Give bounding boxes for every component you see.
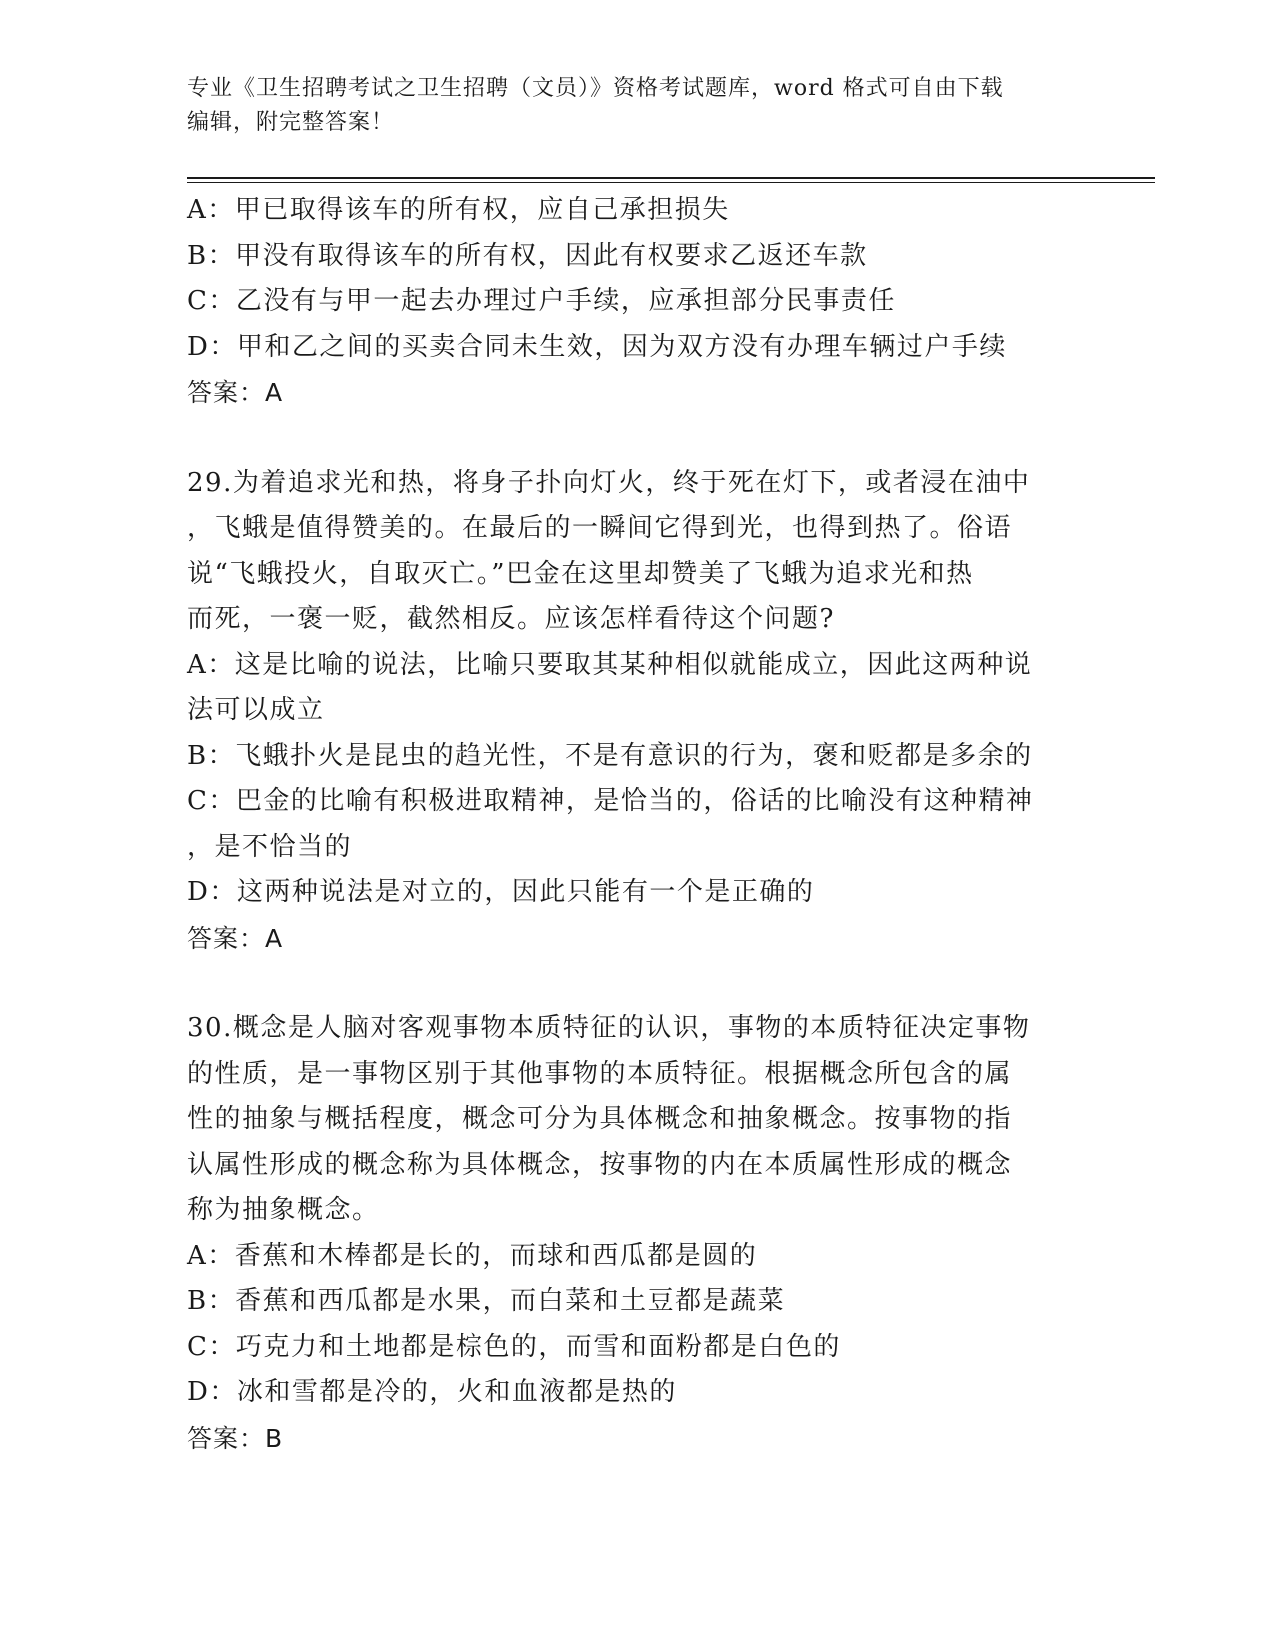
question-stem-line: 称为抽象概念。 (187, 1195, 380, 1225)
document-header (187, 72, 1087, 140)
option-b: B：香蕉和西瓜都是水果，而白菜和土豆都是蔬菜 (187, 1286, 786, 1316)
header-line-1: 专业《卫生招聘考试之卫生招聘（文员）》资格考试题库，word 格式可自由下载 (187, 76, 1004, 101)
option-c-continued: ，是不恰当的 (187, 831, 353, 862)
option-d: D：冰和雪都是冷的，火和血液都是热的 (187, 1377, 677, 1407)
option-a: A：香蕉和木棒都是长的，而球和西瓜都是圆的 (187, 1240, 758, 1271)
option-a-continued: 法可以成立 (187, 695, 325, 725)
option-a: A：这是比喻的说法，比喻只要取其某种相似就能成立，因此这两种说 (187, 649, 1033, 680)
header-divider (187, 177, 1155, 179)
answer: 答案：B (187, 1423, 284, 1453)
spacer (187, 416, 1067, 461)
question-28 (187, 188, 1067, 416)
question-stem-line: 性的抽象与概括程度，概念可分为具体概念和抽象概念。按事物的指 (187, 1104, 1013, 1134)
question-content (187, 188, 1067, 1461)
option-c: C：巴金的比喻有积极进取精神，是恰当的，俗话的比喻没有这种精神 (187, 786, 1034, 816)
question-29 (187, 461, 1067, 962)
question-stem-line: 30.概念是人脑对客观事物本质特征的认识，事物的本质特征决定事物 (187, 1013, 1031, 1043)
option-c: C：乙没有与甲一起去办理过户手续，应承担部分民事责任 (187, 286, 896, 316)
option-c: C：巧克力和土地都是棕色的，而雪和面粉都是白色的 (187, 1331, 841, 1362)
option-b: B：飞蛾扑火是昆虫的趋光性，不是有意识的行为，褒和贬都是多余的 (187, 740, 1033, 771)
answer: 答案：A (187, 923, 284, 953)
option-b: B：甲没有取得该车的所有权，因此有权要求乙返还车款 (187, 240, 868, 271)
question-stem-line: ，飞蛾是值得赞美的。在最后的一瞬间它得到光，也得到热了。俗语 (187, 513, 1013, 543)
spacer (187, 961, 1067, 1006)
question-stem-line: 说“飞蛾投火，自取灭亡。”巴金在这里却赞美了飞蛾为追求光和热 (187, 558, 974, 589)
question-30 (187, 1006, 1067, 1461)
question-stem-line: 的性质，是一事物区别于其他事物的本质特征。根据概念所包含的属 (187, 1058, 1013, 1089)
question-stem-line: 认属性形成的概念称为具体概念，按事物的内在本质属性形成的概念 (187, 1149, 1013, 1180)
option-d: D：这两种说法是对立的，因此只能有一个是正确的 (187, 877, 815, 907)
answer: 答案：A (187, 378, 284, 407)
header-divider-thin (187, 182, 1155, 183)
option-d: D：甲和乙之间的买卖合同未生效，因为双方没有办理车辆过户手续 (187, 331, 1007, 362)
question-stem-line: 而死，一褒一贬，截然相反。应该怎样看待这个问题? (187, 604, 835, 634)
option-a: A：甲已取得该车的所有权，应自己承担损失 (187, 195, 730, 225)
question-stem-line: 29.为着追求光和热，将身子扑向灯火，终于死在灯下，或者浸在油中 (187, 467, 1031, 498)
header-line-2: 编辑，附完整答案！ (187, 110, 395, 135)
